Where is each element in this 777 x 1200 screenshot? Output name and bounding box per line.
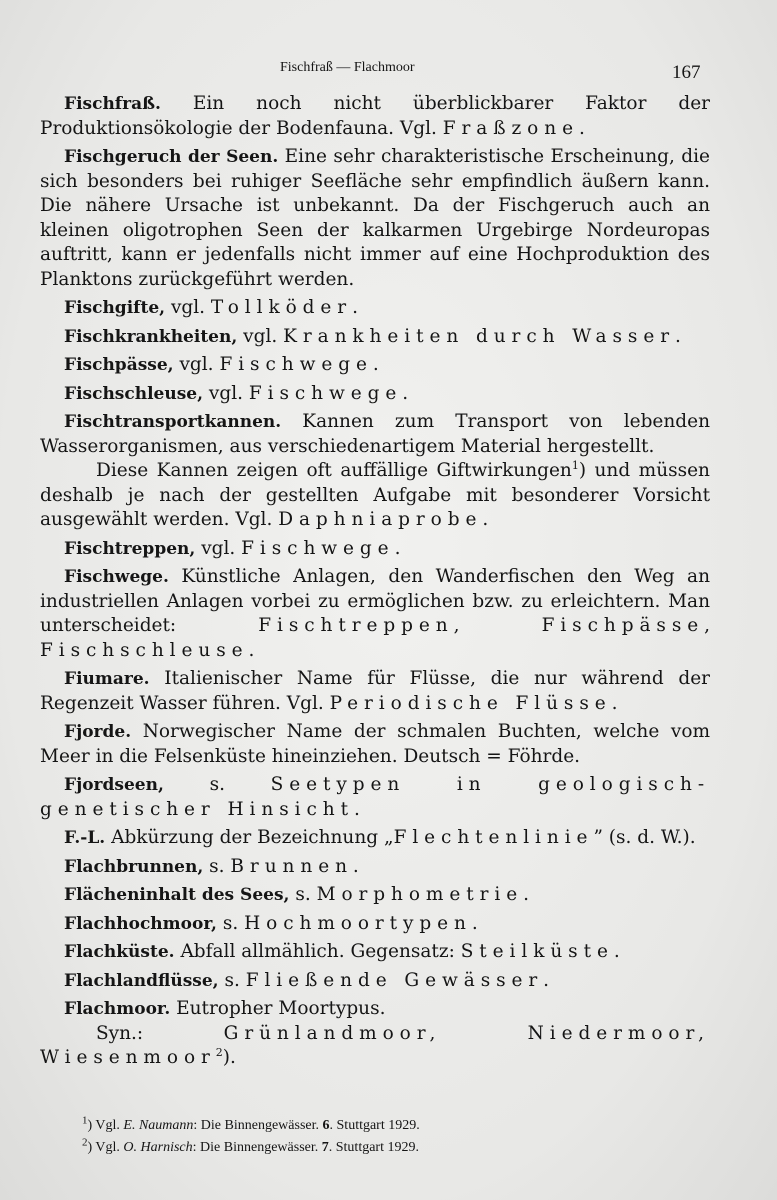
entry-fischgifte xyxy=(40,296,710,321)
entry-fischfrass xyxy=(40,92,710,141)
cross-reference: Fraßzone xyxy=(442,117,579,139)
entry-fischtreppen xyxy=(40,537,710,562)
entry-text: vgl. xyxy=(165,297,211,318)
entry-text: . xyxy=(394,537,401,559)
entry-text: . xyxy=(402,382,409,404)
entry-text: s. xyxy=(216,912,245,934)
entry-text: . xyxy=(248,639,255,661)
entry-text: . xyxy=(353,798,360,820)
cross-reference: Grünlandmoor, Niedermoor, Wiesenmoor xyxy=(40,1022,710,1068)
headword: Fiumare. xyxy=(64,669,150,689)
synonym-label: Syn.: xyxy=(96,1022,224,1044)
entry-text: . xyxy=(471,912,478,934)
synonyms-line xyxy=(40,1022,710,1071)
cross-reference: Daphniaprobe xyxy=(278,509,483,530)
entry-flachbrunnen xyxy=(40,855,710,880)
cross-reference: Seetypen in geologisch-genetischer Hinsicht xyxy=(40,774,710,820)
running-head: Fischfraß — Flachmoor xyxy=(280,60,415,75)
entry-text: Künstliche Anlagen, den Wanderfischen den Weg an industriellen Anlagen vorbei zu ermöglichen bzw. zu erleichtern. Man unterscheidet: xyxy=(40,566,710,636)
footnote-text: . Stuttgart 1929. xyxy=(328,1140,419,1155)
cross-reference: Periodische Flüsse xyxy=(329,692,612,714)
entry-flachlandfluesse xyxy=(40,969,710,994)
entry-text: . xyxy=(372,354,379,375)
cross-reference: Tollköder xyxy=(210,297,353,318)
entry-f-l xyxy=(40,826,710,851)
footnote-text: ) Vgl. xyxy=(87,1118,124,1133)
entry-fischschleuse xyxy=(40,382,710,407)
entry-fischtransportkannen xyxy=(40,410,710,533)
entry-flaecheninhalt xyxy=(40,883,710,908)
entry-flachkueste xyxy=(40,940,710,965)
entry-fiumare xyxy=(40,667,710,716)
entry-text: Abkürzung der Bezeichnung „ xyxy=(105,827,394,848)
entry-fjorde xyxy=(40,720,710,769)
headword: Flachhochmoor, xyxy=(64,913,217,934)
headword: F.-L. xyxy=(64,828,106,848)
page-header xyxy=(0,58,777,82)
cross-reference: Fischwege xyxy=(241,537,395,559)
entry-text: , xyxy=(453,615,542,636)
footnote-text: ) Vgl. xyxy=(87,1140,124,1155)
entry-text: vgl. xyxy=(195,537,242,559)
cross-reference: Fließende Gewässer xyxy=(245,969,544,991)
entry-text: . xyxy=(674,325,681,347)
entry-text: Eutropher Moortypus. xyxy=(170,998,386,1019)
cross-reference: Fischschleuse xyxy=(40,639,249,661)
entry-text: . xyxy=(543,969,550,991)
cross-reference: Fischwege xyxy=(248,382,403,404)
headword: Fischpässe, xyxy=(64,355,174,375)
headword: Fischfraß. xyxy=(64,94,161,114)
footnote xyxy=(82,1137,420,1159)
headword: Fischwege. xyxy=(64,567,169,587)
footnote-volume: 7 xyxy=(321,1140,329,1155)
cross-reference: Steilküste xyxy=(460,941,614,962)
headword: Flächeninhalt des Sees, xyxy=(64,885,290,905)
footnote-author: E. Naumann xyxy=(123,1118,194,1133)
entry-fjordseen xyxy=(40,773,710,822)
footnote-marker: 2 xyxy=(215,1045,223,1059)
headword: Fjorde. xyxy=(64,722,132,742)
headword: Fischgeruch der Seen. xyxy=(64,147,279,167)
entry-text: vgl. xyxy=(203,382,249,404)
headword: Fischschleuse, xyxy=(64,383,204,404)
entries-body xyxy=(40,92,710,1071)
cross-reference: Brunnen xyxy=(230,855,353,877)
entry-text: . xyxy=(482,509,489,530)
entry-flachhochmoor xyxy=(40,912,710,937)
footnote-marker: 1 xyxy=(571,458,579,472)
entry-text: s. xyxy=(218,969,246,991)
cross-reference: Flechtenlinie xyxy=(393,827,594,848)
entry-text: Abfall allmählich. Gegensatz: xyxy=(174,941,461,962)
entry-text: . xyxy=(578,117,585,139)
entry-fischwege xyxy=(40,565,710,663)
headword: Fischgifte, xyxy=(64,298,166,318)
footnote-text: . Stuttgart 1929. xyxy=(329,1118,420,1133)
headword: Fjordseen, xyxy=(64,775,164,795)
entry-text: Kannen zum Transport von lebenden Wasserorganismen, aus verschiedenartigem Material hergestellt. xyxy=(40,411,710,457)
entry-text: ” (s. d. W.). xyxy=(593,827,696,848)
headword: Fischtreppen, xyxy=(64,538,196,559)
cross-reference: Krankheiten durch Wasser xyxy=(283,325,675,347)
entry-text: . xyxy=(523,884,529,905)
entry-text: . xyxy=(613,941,620,962)
headword: Flachmoor. xyxy=(64,999,171,1019)
footnote-text: : Die Binnengewässer. xyxy=(192,1140,322,1155)
entry-text: . xyxy=(611,692,618,714)
entry-flachmoor xyxy=(40,997,710,1022)
footnote-marker: 2 xyxy=(82,1136,88,1149)
page-number: 167 xyxy=(672,62,701,83)
entry-text: Norwegischer Name der schmalen Buchten, welche vom Meer in die Felsenküste hineinziehen. Deutsch = Föhrde. xyxy=(40,721,710,767)
headword: Flachlandflüsse, xyxy=(64,970,219,991)
cross-reference: Fischwege xyxy=(219,354,373,375)
entry-text: Ein noch nicht überblickbarer Faktor der Produktionsökologie der Bodenfauna. Vgl. xyxy=(40,93,710,139)
cross-reference: Hochmoortypen xyxy=(244,912,472,934)
entry-text: , xyxy=(704,615,710,636)
entry-text: Diese Kannen zeigen oft auffällige Giftwirkungen xyxy=(96,460,572,481)
entry-fischkrankheiten xyxy=(40,325,710,350)
entry-text: s. xyxy=(163,774,271,795)
cross-reference: Fischtreppen xyxy=(258,615,454,636)
entry-text: . xyxy=(352,855,359,877)
cross-reference: Morphometrie xyxy=(316,884,524,905)
footnote-volume: 6 xyxy=(322,1118,330,1133)
headword: Flachbrunnen, xyxy=(64,856,204,877)
entry-fischgeruch xyxy=(40,145,710,292)
footnote-author: O. Harnisch xyxy=(123,1140,193,1155)
footnotes xyxy=(82,1115,420,1159)
entry-text: vgl. xyxy=(173,354,220,375)
headword: Flachküste. xyxy=(64,942,175,962)
headword: Fischkrankheiten, xyxy=(64,326,238,347)
cross-reference: Fischpässe xyxy=(541,615,705,636)
entry-text: Eine sehr charakteristische Erscheinung, die sich besonders bei ruhiger Seefläche sehr empfindlich äußern kann. Die nähere Ursache ist unbekannt. Da der Fischgeruch auch an kleinen oligotrophen Seen der kalkarmen Urgebirge Nordeuropas auftritt, kann er jedenfalls nicht immer auf eine Hochproduktion des Planktons zurückgeführt werden. xyxy=(40,146,710,290)
entry-text: Italienischer Name für Flüsse, die nur während der Regenzeit Wasser führen. Vgl. xyxy=(40,668,710,714)
footnote xyxy=(82,1115,420,1137)
footnote-marker: 1 xyxy=(82,1114,88,1127)
footnote-text: : Die Binnengewässer. xyxy=(193,1118,323,1133)
entry-text: ). xyxy=(222,1047,236,1068)
entry-text: . xyxy=(352,297,358,318)
entry-text: vgl. xyxy=(237,325,284,347)
entry-text: ) und müssen deshalb je nach der gestellten Aufgabe mit besonderer Vorsicht ausgewählt werden. Vgl. xyxy=(40,460,710,530)
entry-text: s. xyxy=(289,884,317,905)
entry-continuation xyxy=(40,459,710,533)
entry-text: s. xyxy=(203,855,231,877)
entry-fischpaesse xyxy=(40,353,710,378)
headword: Fischtransportkannen. xyxy=(64,412,282,432)
